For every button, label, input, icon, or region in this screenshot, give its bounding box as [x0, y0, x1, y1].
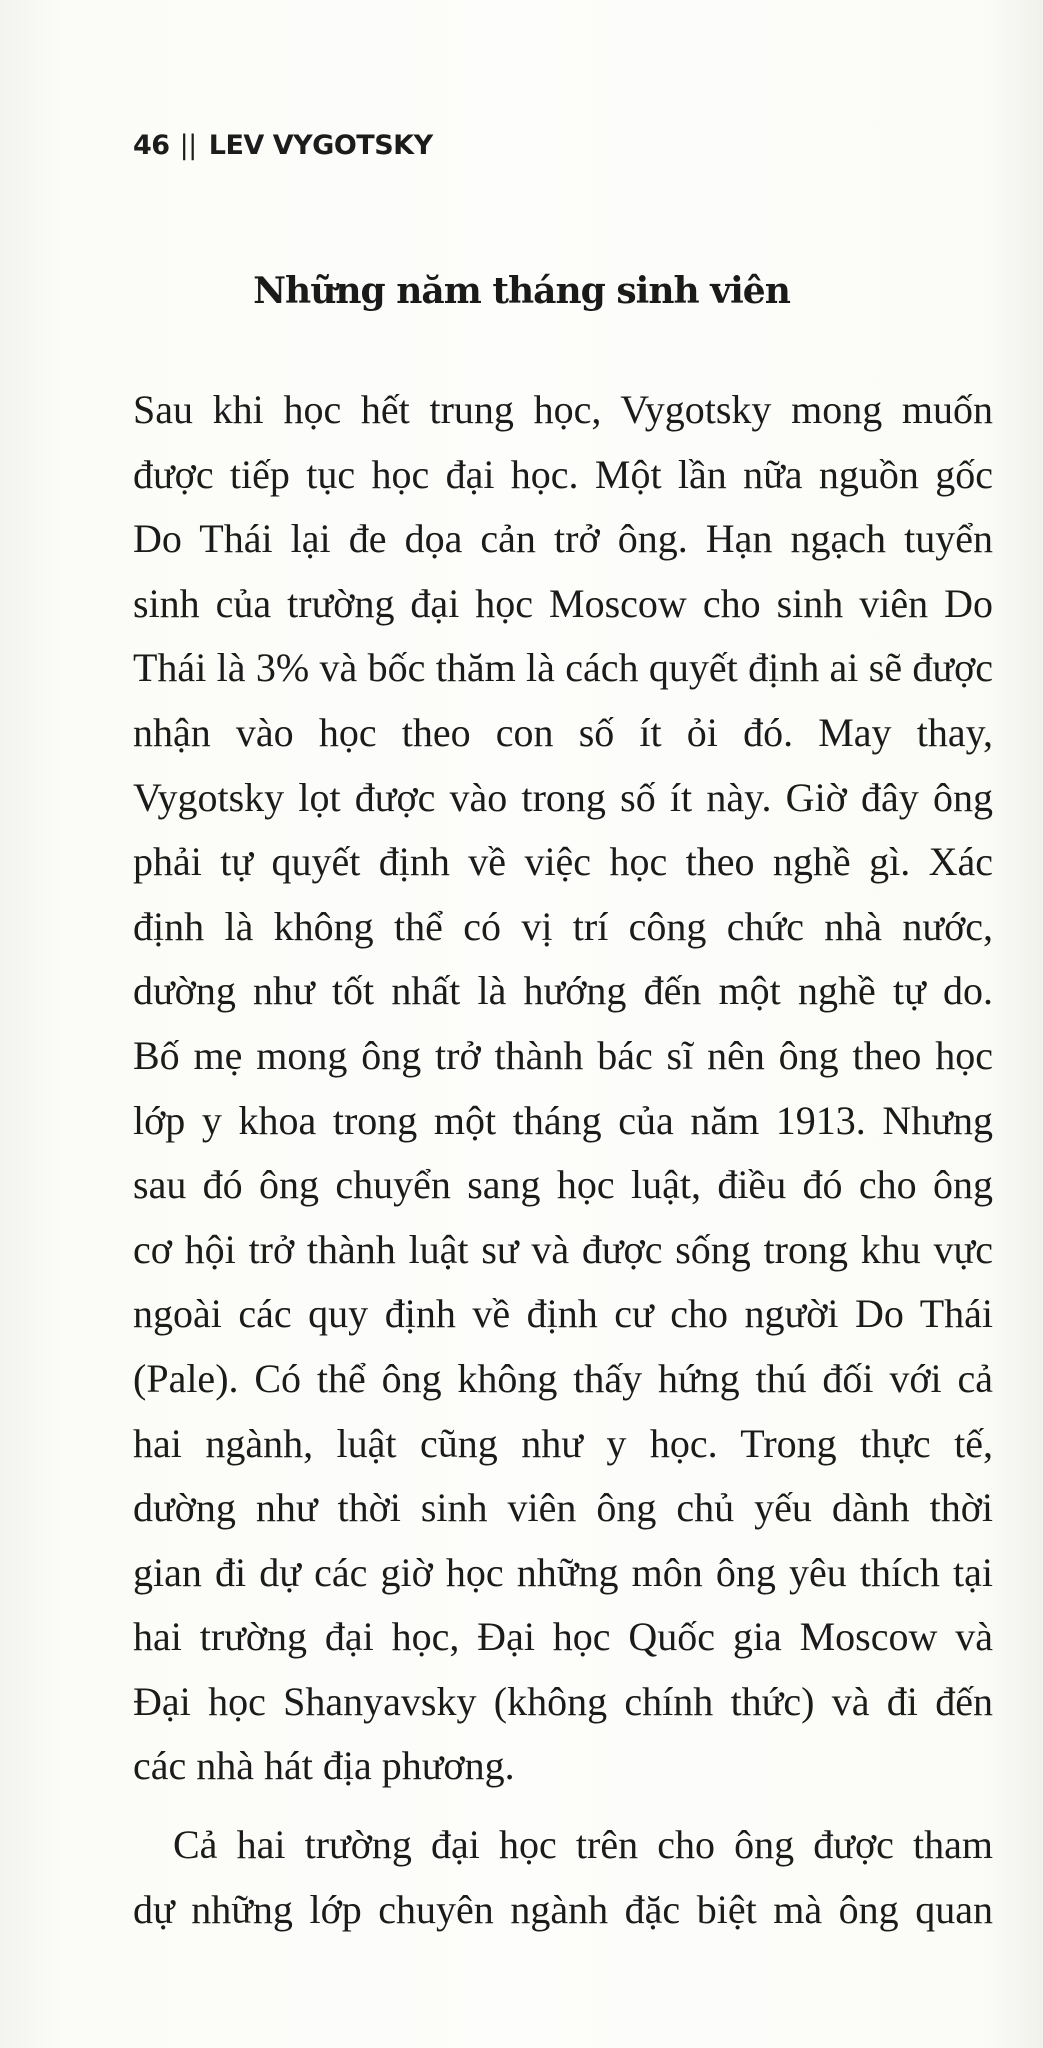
text-line: sau đó ông chuyển sang học luật, điều đó cho ông [133, 1162, 993, 1208]
text-line: dường như tốt nhất là hướng đến một nghề tự do. [133, 968, 993, 1014]
text-line: hai ngành, luật cũng như y học. Trong thực tế, [133, 1420, 993, 1466]
paragraph-1 [133, 378, 993, 1799]
text-line: định là không thể có vị trí công chức nhà nước, [133, 903, 993, 949]
text-line: ngoài các quy định về định cư cho người Do Thái [133, 1291, 993, 1337]
text-line: Thái là 3% và bốc thăm là cách quyết định ai sẽ được [133, 645, 993, 691]
text-line: Vygotsky lọt được vào trong số ít này. Giờ đây ông [133, 774, 993, 820]
text-line: các nhà hát địa phương. [133, 1743, 515, 1789]
text-line: Đại học Shanyavsky (không chính thức) và đi đến [133, 1678, 993, 1724]
text-line: Bố mẹ mong ông trở thành bác sĩ nên ông theo học [133, 1032, 993, 1078]
running-head [133, 130, 433, 161]
text-line: phải tự quyết định về việc học theo nghề gì. Xác [133, 839, 993, 885]
page-number: 46 [133, 130, 170, 161]
text-line: gian đi dự các giờ học những môn ông yêu thích tại [133, 1549, 993, 1595]
text-line: sinh của trường đại học Moscow cho sinh viên Do [133, 580, 993, 626]
running-head-author: LEV VYGOTSKY [208, 130, 433, 161]
text-line: hai trường đại học, Đại học Quốc gia Moscow và [133, 1614, 993, 1660]
text-line: Cả hai trường đại học trên cho ông được tham [173, 1822, 993, 1868]
text-line: (Pale). Có thể ông không thấy hứng thú đối với cả [133, 1355, 993, 1401]
text-line: cơ hội trở thành luật sư và được sống trong khu vực [133, 1226, 993, 1272]
text-line: dự những lớp chuyên ngành đặc biệt mà ông quan [133, 1886, 993, 1932]
body-text [133, 378, 993, 1942]
text-line: được tiếp tục học đại học. Một lần nữa nguồn gốc [133, 451, 993, 497]
text-line: Do Thái lại đe dọa cản trở ông. Hạn ngạch tuyển [133, 516, 993, 562]
text-line: lớp y khoa trong một tháng của năm 1913. Nhưng [133, 1097, 993, 1143]
text-line: Sau khi học hết trung học, Vygotsky mong muốn [133, 387, 993, 432]
running-head-separator: || [179, 130, 197, 161]
paragraph-2 [133, 1813, 993, 1942]
text-line: dường như thời sinh viên ông chủ yếu dành thời [133, 1485, 993, 1531]
section-heading: Những năm tháng sinh viên [253, 270, 790, 312]
paragraph-gap [133, 1799, 993, 1813]
text-line: nhận vào học theo con số ít ỏi đó. May thay, [133, 709, 993, 755]
